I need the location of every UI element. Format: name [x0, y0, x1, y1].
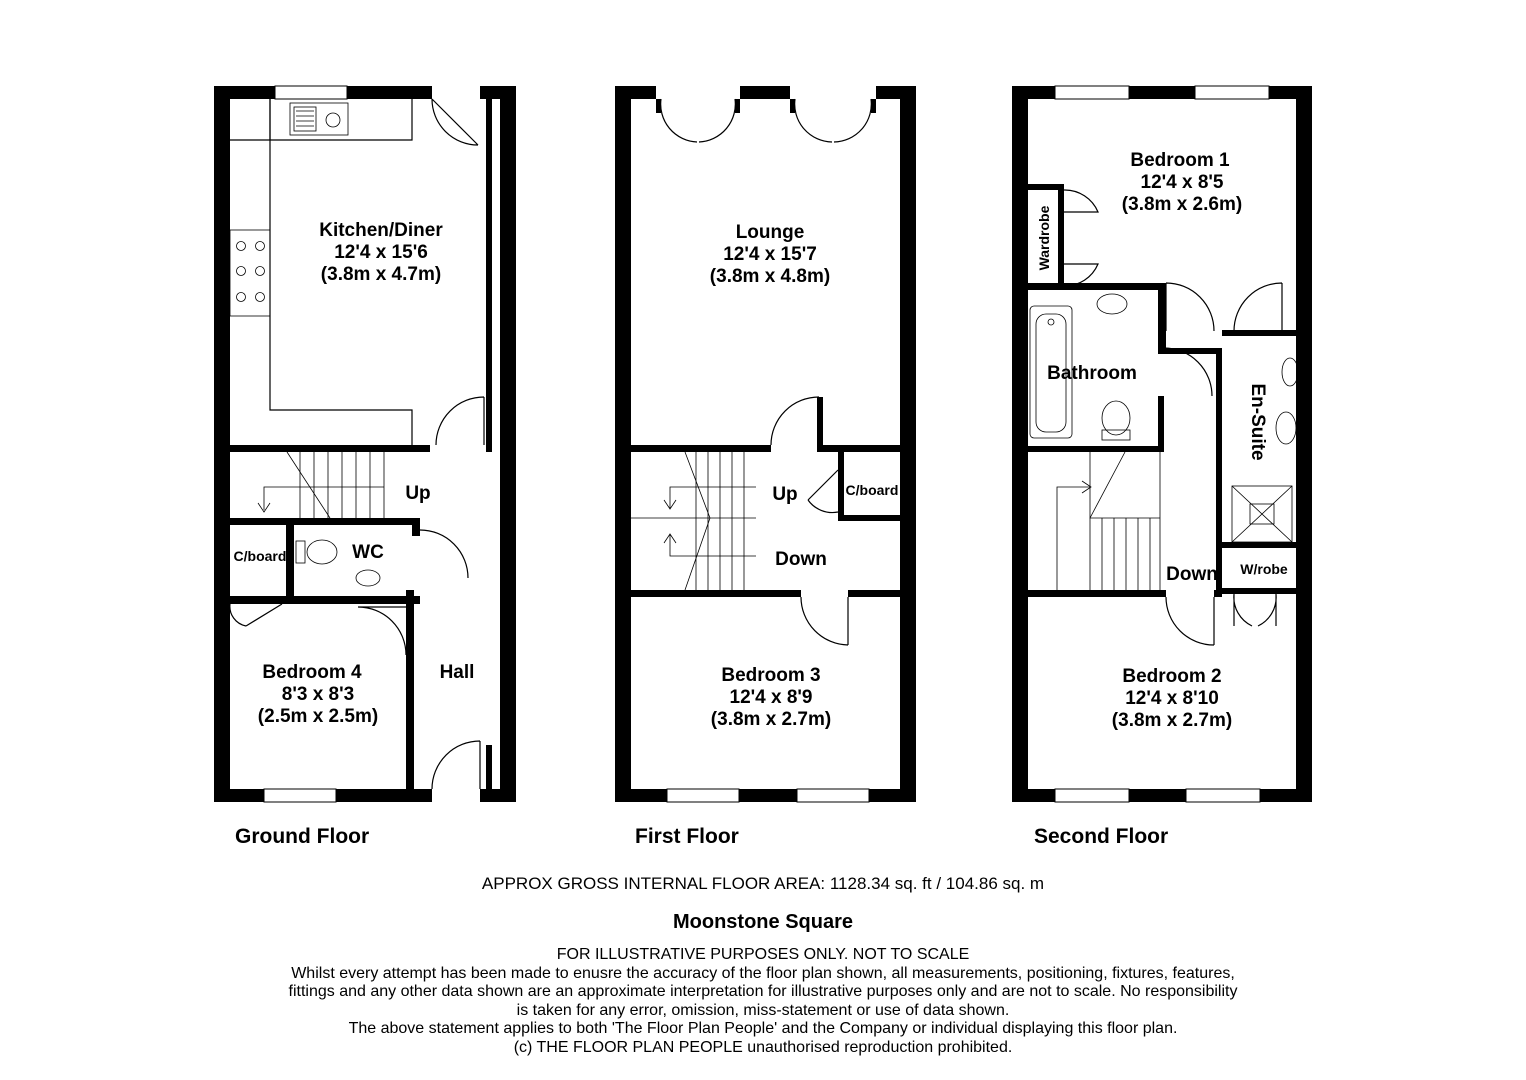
kitchen-dim-imperial: 12'4 x 15'6: [334, 242, 428, 263]
first-stairs-down-label: Down: [775, 549, 827, 570]
disclaimer-line: Whilst every attempt has been made to enusre the accuracy of the floor plan shown, all measurements, positioning, fixtures, features,: [291, 964, 1235, 982]
ground-cboard-label: C/board: [233, 548, 287, 564]
wc-label: WC: [352, 542, 384, 563]
bedroom1-label: Bedroom 1: [1130, 150, 1230, 171]
bedroom2-dim-metric: (3.8m x 2.7m): [1111, 710, 1233, 731]
ground-floor-label: Ground Floor: [235, 825, 370, 848]
gross-floor-area: APPROX GROSS INTERNAL FLOOR AREA: 1128.34 sq. ft / 104.86 sq. m: [481, 874, 1045, 893]
bedroom2-label: Bedroom 2: [1122, 666, 1222, 687]
disclaimer-line: is taken for any error, omission, miss-statement or use of data shown.: [516, 1001, 1010, 1019]
ensuite-label: En-Suite: [1247, 383, 1268, 461]
first-cboard-label: C/board: [845, 482, 899, 498]
bedroom3-label: Bedroom 3: [721, 665, 821, 686]
bedroom3-dim-metric: (3.8m x 2.7m): [710, 709, 832, 730]
wardrobe-label: Wardrobe: [1036, 205, 1052, 271]
disclaimer-line: The above statement applies to both 'The Floor Plan People' and the Company or individual displaying this floor plan.: [348, 1020, 1178, 1037]
second-stairs-down-label: Down: [1166, 564, 1218, 585]
ground-floor-plan: [214, 86, 516, 802]
bedroom4-label: Bedroom 4: [262, 662, 362, 683]
bedroom2-dim-imperial: 12'4 x 8'10: [1125, 688, 1219, 709]
first-floor-label: First Floor: [635, 825, 739, 848]
disclaimer-line: (c) THE FLOOR PLAN PEOPLE unauthorised reproduction prohibited.: [513, 1038, 1013, 1056]
wrobe-label: W/robe: [1240, 561, 1288, 577]
bedroom3-dim-imperial: 12'4 x 8'9: [729, 687, 813, 708]
disclaimer-line: FOR ILLUSTRATIVE PURPOSES ONLY. NOT TO SCALE: [556, 946, 970, 963]
bedroom4-dim-imperial: 8'3 x 8'3: [281, 684, 355, 705]
bedroom4-dim-metric: (2.5m x 2.5m): [257, 706, 379, 727]
second-floor-label: Second Floor: [1034, 825, 1169, 848]
disclaimer: [0, 946, 1526, 1057]
first-stairs-up-label: Up: [772, 484, 798, 505]
lounge-label: Lounge: [735, 222, 805, 243]
lounge-dim-imperial: 12'4 x 15'7: [723, 244, 817, 265]
hall-label: Hall: [439, 662, 475, 683]
bedroom1-dim-imperial: 12'4 x 8'5: [1140, 172, 1224, 193]
kitchen-label: Kitchen/Diner: [319, 220, 443, 241]
lounge-dim-metric: (3.8m x 4.8m): [709, 266, 831, 287]
kitchen-dim-metric: (3.8m x 4.7m): [320, 264, 442, 285]
ground-stairs-label: Up: [405, 483, 431, 504]
property-name: Moonstone Square: [672, 911, 853, 933]
bathroom-label: Bathroom: [1047, 363, 1137, 384]
bedroom1-dim-metric: (3.8m x 2.6m): [1121, 194, 1243, 215]
disclaimer-line: fittings and any other data shown are an approximate interpretation for illustrative purposes only and are not to scale. No responsibility: [288, 983, 1238, 1000]
